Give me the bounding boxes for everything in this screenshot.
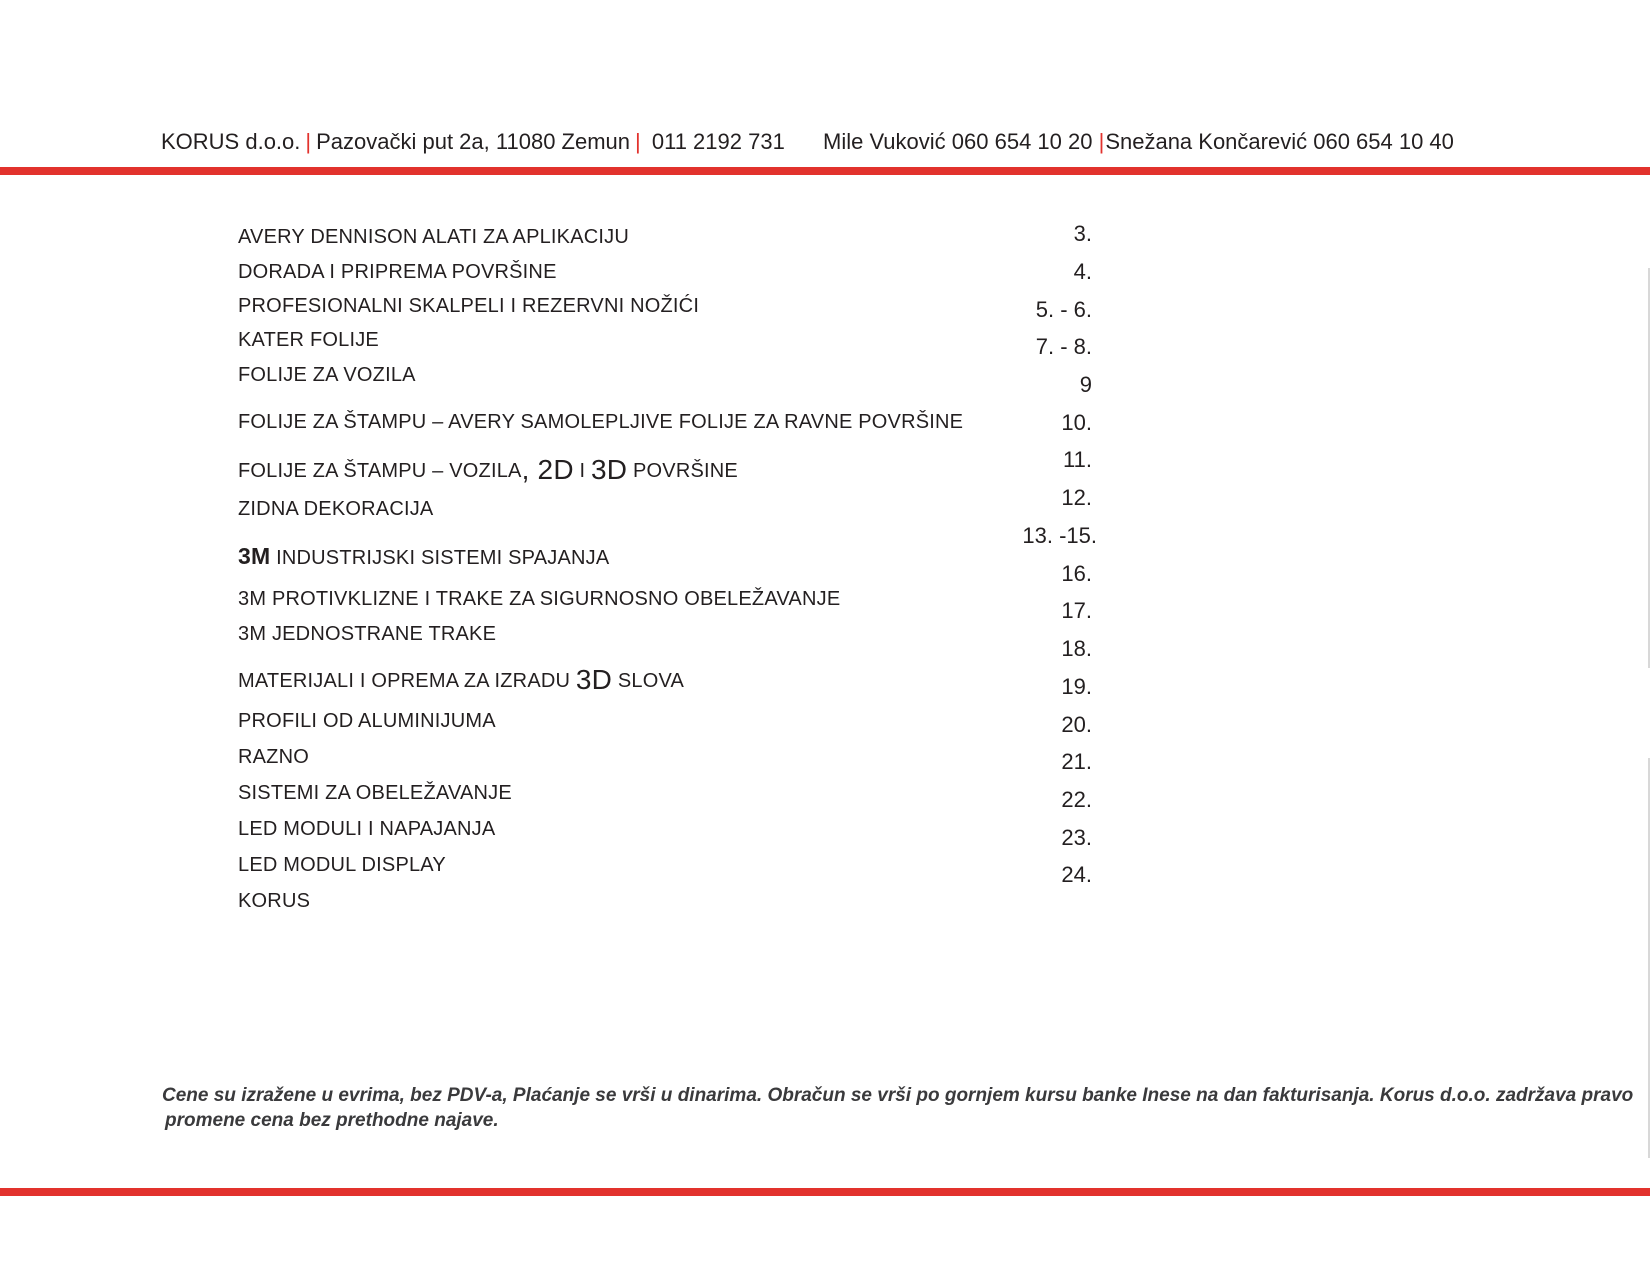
- toc-entry-razno[interactable]: [238, 745, 309, 769]
- toc-entry-3m-spajanja[interactable]: [238, 544, 609, 570]
- company-phone: 011 2192 731: [651, 129, 785, 154]
- header-separator: |: [635, 129, 641, 154]
- pricing-note-line-1: Cene su izražene u evrima, bez PDV-a, Plaćanje se vrši u dinarima. Obračun se vrši po gornjem kursu banke Inese na dan fakturisanja. Korus d.o.o. zadržava pravo: [162, 1085, 1634, 1106]
- toc-entry-label: INDUSTRIJSKI SISTEMI SPAJANJA: [270, 547, 610, 569]
- toc-entry-label-large: , 2D: [521, 454, 574, 485]
- toc-entry-profili[interactable]: [238, 709, 496, 733]
- toc-entry-folije-stampu-ravne[interactable]: [238, 410, 963, 434]
- toc-page-number: 11.: [1063, 447, 1092, 472]
- toc-page-number: 4.: [1073, 259, 1092, 284]
- toc-entry-3m-jednostrane[interactable]: [238, 622, 496, 646]
- toc-entry-label: PROFESIONALNI SKALPELI I REZERVNI NOŽIĆI: [238, 295, 700, 317]
- toc-page-number: 5. - 6.: [1035, 297, 1092, 322]
- toc-page-number: 7. - 8.: [1035, 334, 1092, 359]
- toc-entry-label-large: 3D: [575, 664, 613, 695]
- toc-entry-label: LED MODUL DISPLAY: [238, 854, 446, 876]
- toc-entry-label: DORADA I PRIPREMA POVRŠINE: [238, 261, 557, 283]
- toc-entry-led-moduli[interactable]: [238, 817, 495, 841]
- bottom-red-rule: [0, 1188, 1650, 1196]
- toc-entry-led-display[interactable]: [238, 853, 446, 877]
- toc-entry-folije-vozila[interactable]: [238, 363, 416, 387]
- toc-page-number: 9: [1079, 372, 1092, 397]
- toc-entry-label: 3M PROTIVKLIZNE I TRAKE ZA SIGURNOSNO OBELEŽAVANJE: [238, 588, 841, 610]
- toc-entry-sistemi-obelezavanje[interactable]: [238, 781, 512, 805]
- pricing-note-line-2: promene cena bez prethodne najave.: [165, 1110, 499, 1131]
- toc-entry-label: KATER FOLIJE: [238, 329, 379, 351]
- company-address: Pazovački put 2a, 11080 Zemun: [316, 129, 631, 154]
- toc-entry-label: MATERIJALI I OPREMA ZA IZRADU: [238, 670, 576, 692]
- toc-entry-label: I: [573, 460, 592, 482]
- toc-page-number: 22.: [1061, 787, 1092, 812]
- toc-page-number: 10.: [1061, 410, 1092, 435]
- toc-entry-kater-folije[interactable]: [238, 328, 379, 352]
- top-red-rule: [0, 167, 1650, 175]
- toc-entry-korus[interactable]: [238, 889, 310, 913]
- toc-page-number: 17.: [1061, 598, 1092, 623]
- toc-entry-zidna-dekoracija[interactable]: [238, 497, 433, 521]
- toc-entry-folije-stampu-vozila[interactable]: [238, 454, 738, 485]
- contact-person-2: Snežana Končarević 060 654 10 40: [1105, 129, 1454, 154]
- toc-entry-label: POVRŠINE: [627, 460, 738, 482]
- toc-entry-label: PROFILI OD ALUMINIJUMA: [238, 710, 496, 732]
- toc-entry-label: LED MODULI I NAPAJANJA: [238, 818, 496, 840]
- toc-entry-label: RAZNO: [238, 746, 309, 768]
- company-name: KORUS d.o.o.: [161, 129, 301, 154]
- contact-persons: [823, 126, 1454, 158]
- toc-page-number: 23.: [1061, 825, 1092, 850]
- toc-entry-label: FOLIJE ZA ŠTAMPU – VOZILA: [238, 460, 522, 482]
- toc-page-number: 13. -15.: [1022, 523, 1097, 548]
- toc-entry-label-bold: 3M: [238, 543, 271, 569]
- toc-entry-label: 3M JEDNOSTRANE TRAKE: [238, 623, 497, 645]
- toc-page-number: 21.: [1061, 749, 1092, 774]
- header-separator: |: [1098, 129, 1105, 154]
- contact-person-1: Mile Vuković 060 654 10 20: [823, 129, 1093, 154]
- toc-entry-3m-protivklizne[interactable]: [238, 587, 840, 611]
- toc-entry-avery-alati[interactable]: [238, 225, 629, 249]
- toc-entry-3d-slova[interactable]: [238, 664, 685, 695]
- toc-page-number: 18.: [1061, 636, 1092, 661]
- toc-entry-label-large: 3D: [591, 454, 628, 485]
- toc-entry-label: AVERY DENNISON ALATI ZA APLIKACIJU: [238, 226, 630, 248]
- contact-header: [161, 126, 1511, 158]
- toc-entry-label: KORUS: [238, 890, 311, 912]
- header-separator: |: [305, 129, 312, 154]
- toc-page-number: 20.: [1061, 712, 1092, 737]
- pricing-note: [162, 1083, 1634, 1133]
- toc-page-number: 16.: [1061, 561, 1092, 586]
- toc-entry-label: SLOVA: [612, 670, 685, 692]
- toc-page-number: 12.: [1061, 485, 1092, 510]
- toc-entry-label: SISTEMI ZA OBELEŽAVANJE: [238, 782, 512, 804]
- toc-entry-label: FOLIJE ZA VOZILA: [238, 364, 416, 386]
- toc-entry-dorada[interactable]: [238, 260, 557, 284]
- toc-page-number: 3.: [1073, 221, 1092, 246]
- toc-entry-label: ZIDNA DEKORACIJA: [238, 498, 434, 520]
- toc-page-number: 19.: [1061, 674, 1092, 699]
- toc-entry-label: FOLIJE ZA ŠTAMPU – AVERY SAMOLEPLJIVE FOLIJE ZA RAVNE POVRŠINE: [238, 411, 964, 433]
- toc-entry-skalpeli[interactable]: [238, 294, 699, 318]
- toc-page-number: 24.: [1061, 862, 1092, 887]
